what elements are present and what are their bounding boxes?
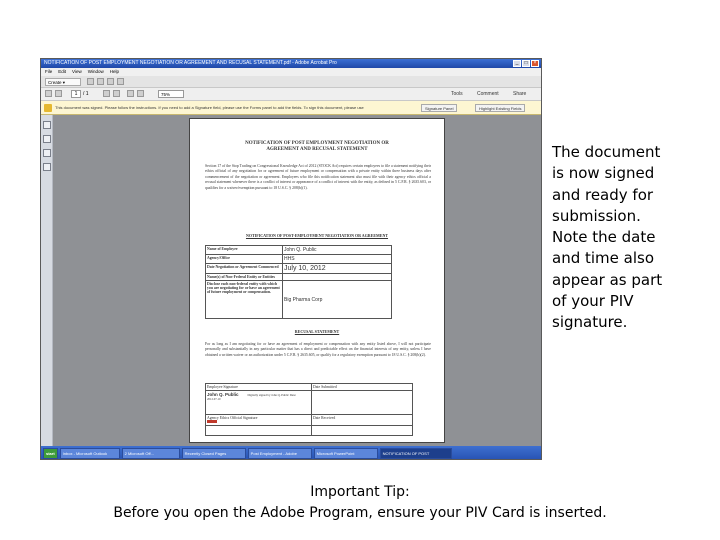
employee-name-label: Name of Employee: [206, 246, 283, 255]
ethics-official-signature-field[interactable]: [206, 426, 312, 436]
ethics-official-label-text: Agency Ethics Official Signature: [207, 416, 258, 420]
menu-edit[interactable]: Edit: [58, 69, 67, 74]
bookmarks-icon[interactable]: [43, 135, 51, 143]
table-row: [206, 281, 392, 319]
pdf-intro-paragraph: Section 17 of the Stop Trading on Congressional Knowledge Act of 2012 (STOCK Act) requires certain employees to file a statement notifying their ethics official of any negotiation for or agreement of future employment or compensation with a private entity within three business days after commencement of the negotiation or agreement. Employees who file this notification statement also must file with their agency ethics official a recusal statement whenever there is a conflict of interest or appearance of a conflict of interest with the entity, as defined in 5 C.F.R. § 2635.603, or qualifies for a waiver/exemption pursuant to 18 U.S.C. § 208(b)(1).: [205, 164, 431, 190]
zoom-in-icon[interactable]: [137, 90, 144, 97]
document-area[interactable]: [53, 115, 542, 446]
notification-table: [205, 245, 392, 319]
zoom-out-icon[interactable]: [127, 90, 134, 97]
previous-page-icon[interactable]: [45, 90, 52, 97]
menu-bar: [41, 68, 541, 76]
table-row: [206, 264, 392, 274]
notification-section-heading: NOTIFICATION OF POST-EMPLOYMENT NEGOTIATION OR AGREEMENT: [245, 233, 389, 238]
signature-panel-button[interactable]: Signature Panel: [421, 104, 457, 112]
maximize-button[interactable]: □: [522, 60, 530, 67]
date-commenced-label: Date Negotiation or Agreement Commenced: [206, 264, 283, 274]
close-button[interactable]: ×: [531, 60, 539, 67]
select-tool-icon[interactable]: [103, 90, 110, 97]
signatures-icon[interactable]: [43, 163, 51, 171]
employee-signature-field[interactable]: [206, 391, 312, 415]
page-thumbnails-icon[interactable]: [43, 121, 51, 129]
menu-file[interactable]: File: [45, 69, 53, 74]
tip-heading: Important Tip:: [310, 484, 410, 500]
table-row: [206, 255, 392, 264]
important-tip: [0, 482, 720, 524]
side-note: The document is now signed and ready for submission. Note the date and time also appear as part of your PIV signature.: [552, 143, 663, 332]
employee-signature-label: Employee Signature: [206, 384, 312, 391]
menu-help[interactable]: Help: [109, 69, 119, 74]
windows-taskbar: [41, 446, 541, 460]
agency-field[interactable]: HHS: [283, 255, 392, 264]
entity-disclosure-field[interactable]: Big Pharma Corp: [283, 281, 392, 319]
main-toolbar: [41, 76, 541, 88]
window-title: NOTIFICATION OF POST EMPLOYMENT NEGOTIATION OR AGREEMENT AND RECUSAL STATEMENT.pdf - Adobe Acrobat Pro: [44, 60, 337, 66]
open-icon[interactable]: [87, 78, 94, 85]
hand-tool-icon[interactable]: [113, 90, 120, 97]
taskbar-item[interactable]: Post Employment - Adobe: [248, 448, 312, 459]
taskbar-item[interactable]: Recently Closed Pages: [182, 448, 246, 459]
navigation-pane: [41, 115, 53, 446]
date-commenced-field[interactable]: July 10, 2012: [283, 264, 392, 274]
entity-names-label: Name(s) of Non-Federal Entity or Entities: [206, 274, 283, 281]
attachments-icon[interactable]: [43, 149, 51, 157]
minimize-button[interactable]: _: [513, 60, 521, 67]
table-row: [206, 246, 392, 255]
print-icon[interactable]: [107, 78, 114, 85]
page-total: / 1: [83, 91, 89, 97]
page-toolbar: [41, 88, 541, 101]
table-row: [206, 384, 413, 391]
table-row: [206, 274, 392, 281]
message-text: This document was signed. Please follow the instructions. If you need to add a Signature field, please use the Forms panel to add the fields. To sign this document, please use: [55, 105, 364, 110]
agency-label: Agency/Office: [206, 255, 283, 264]
signature-table: [205, 383, 413, 436]
recusal-section-heading: RECUSAL STATEMENT: [294, 329, 340, 334]
tools-button[interactable]: Tools: [451, 91, 463, 97]
pdf-title-line-2: AGREEMENT AND RECUSAL STATEMENT: [266, 147, 368, 152]
next-page-icon[interactable]: [55, 90, 62, 97]
date-received-field[interactable]: [312, 426, 413, 436]
pdf-title-line-1: NOTIFICATION OF POST EMPLOYMENT NEGOTIATION OR: [245, 141, 389, 146]
pdf-page: [189, 118, 445, 443]
signature-meta: Digitally signed by John Q. Public Date: 2012.07.10: [207, 393, 297, 401]
taskbar-item[interactable]: Microsoft PowerPoint: [314, 448, 378, 459]
signer-name: John Q. Public: [207, 392, 239, 397]
table-row: [206, 391, 413, 415]
menu-window[interactable]: Window: [87, 69, 104, 74]
date-submitted-label: Date Submitted: [312, 384, 413, 391]
comment-button[interactable]: Comment: [477, 91, 499, 97]
signature-flag-icon: [207, 420, 217, 423]
entity-names-field[interactable]: [283, 274, 392, 281]
date-received-label: Date Received: [312, 415, 413, 426]
employee-name-field[interactable]: John Q. Public: [283, 246, 392, 255]
date-submitted-field[interactable]: [312, 391, 413, 415]
share-button[interactable]: Share: [513, 91, 527, 97]
window-controls: [513, 60, 539, 67]
menu-view[interactable]: View: [72, 69, 82, 74]
email-icon[interactable]: [117, 78, 124, 85]
warning-icon: [44, 104, 52, 112]
entity-disclosure-label: Disclose each non-federal entity with which you are negotiating for or have an agreement of future employment or compensation.: [206, 281, 283, 319]
taskbar-item[interactable]: Inbox - Microsoft Outlook: [60, 448, 120, 459]
table-row: [206, 415, 413, 426]
highlight-fields-button[interactable]: Highlight Existing Fields: [475, 104, 525, 112]
save-icon[interactable]: [97, 78, 104, 85]
zoom-level-select[interactable]: 75%: [158, 90, 184, 98]
window-titlebar: [41, 59, 541, 68]
document-message-bar: [41, 101, 541, 115]
table-row: [206, 426, 413, 436]
adobe-acrobat-screenshot: [40, 58, 542, 460]
taskbar-item-active[interactable]: NOTIFICATION OF POST: [380, 448, 452, 459]
recusal-paragraph: For as long as I am negotiating for or have an agreement of employment or compensation with any entity listed above, I will not participate personally and substantially in any particular matter that has a direct and predictable effect on the financial interests of any entity, unless I have obtained a written waiver or an authorization under 5 C.F.R. § 2635.605, or qualify for a regulatory exemption pursuant to 18 U.S.C. § 208(b)(2).: [205, 342, 431, 357]
taskbar-item[interactable]: 2 Microsoft Off...: [122, 448, 180, 459]
ethics-official-signature-label: [206, 415, 312, 426]
create-button[interactable]: Create ▾: [45, 78, 81, 86]
tip-body: Before you open the Adobe Program, ensure your PIV Card is inserted.: [113, 505, 607, 521]
page-number-input[interactable]: 1: [71, 90, 81, 98]
start-button[interactable]: start: [43, 448, 58, 459]
pdf-title: [190, 141, 444, 153]
